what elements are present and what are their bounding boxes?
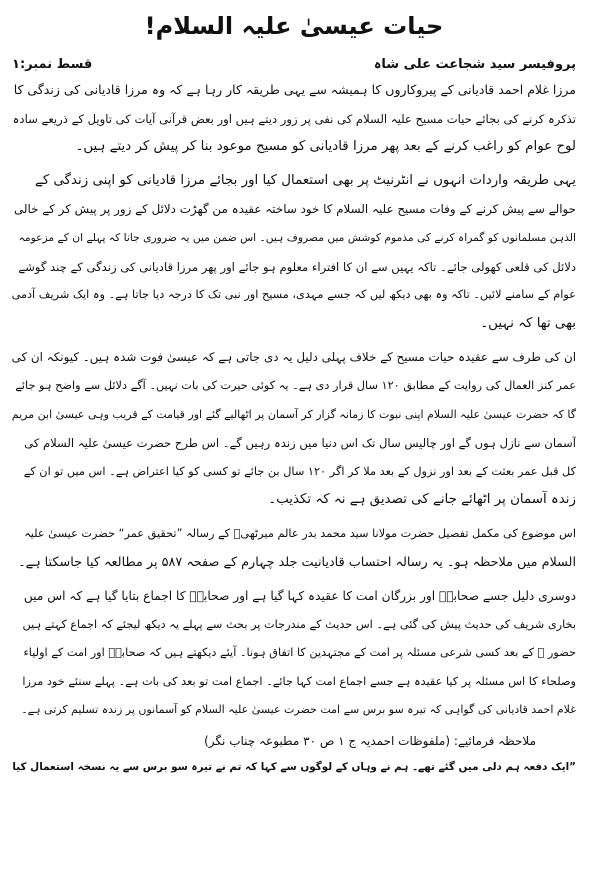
author-name: پروفیسر سید شجاعت علی شاہ [373,56,576,72]
text-line: تذکرہ کرنے کی بجائے حیات مسیح علیہ السلام کی نفی پر زور دیتے ہیں اور بعض قرآنی آیات کی تاویل کے ذریعے سادہ [12,111,576,126]
text-line: عمر کنز العمال کی روایت کے مطابق ۱۲۰ سال قرار دی ہے۔ یہ کوئی حیرت کی بات نہیں۔ آگے دلائل سے واضح ہو جائے [15,378,576,392]
text-line: اس موضوع کی مکمل تفصیل حضرت مولانا سید محمد بدر عالم میرٹھیؒ کے رسالہ ”تحقیق عمر“ حضرت عیسیٰ علیہ [24,526,576,540]
paragraph-2 [12,167,576,339]
text-line: حوالے سے پیش کرنے کے وفات مسیح علیہ السلام کا خود ساختہ عقیدہ من گھڑت دلائل کے زور پر پیش کر کے خالی [13,202,576,217]
text-line: وصلحاء کا اس مسئلہ پر کیا عقیدہ ہے جسے اجماع امت کہا جائے۔ اجماع امت تو بعد کی بات ہے۔ پہلے سنئے خود مرزا [22,674,576,688]
text-line: الذہن مسلمانوں کو گمراہ کرنے کی مذموم کوشش میں مصروف ہیں۔ اس ضمن میں یہ ضروری جانا کہ پہلے ان کے مزعومہ [18,230,576,244]
article-meta [12,52,576,76]
quote-line: ”ایک دفعہ ہم دلی میں گئے تھے۔ ہم نے وہاں کے لوگوں سے کہا کہ تم نے تیرہ سو برس سے یہ نسخہ استعمال کیا [12,761,576,774]
text-line: دلائل کی قلعی کھولی جائے۔ تاکہ یہیں سے ان کا افتراء معلوم ہو جائے اور پھر مرزا قادیانی کی زندگی کے چند گوشے [18,259,576,274]
text-line: گا کہ حضرت عیسیٰ علیہ السلام اپنی نبوت کا زمانہ گزار کر آسمان پر اٹھالیے گئے اور قیامت کے قریب وہی عیسیٰ ابن مریم [12,407,576,421]
text-line: کل قبل عمر بعثت کے بعد اور نزول کے بعد ملا کر اگر ۱۲۰ سال بن جائے تو کسی کو کیا اعتراض ہے۔ اس میں تو ان کے [23,464,576,478]
text-line: دوسری دلیل جسے صحابہؓ اور بزرگان امت کا عقیدہ کہا گیا ہے اور صحابہؓ کا اجماع بتایا گیا ہے کہ اس میں [23,589,576,604]
article-title: حیات عیسیٰ علیہ السلام! [144,12,444,40]
text-line: ان کی طرف سے عقیدہ حیات مسیح کے خلاف پہلی دلیل یہ دی جاتی ہے کہ عیسیٰ فوت شدہ ہیں۔ کیونکہ ان کی [12,350,576,365]
paragraph-3 [12,343,576,515]
text-line: بخاری شریف کی حدیث پیش کی گئی ہے۔ اس حدیث کے مندرجات پر بحث سے پہلے یہ دیکھ لیجئے کہ اجماع کہتے ہیں [22,617,576,631]
text-line: یہی طریقہ واردات انہوں نے انٹرنیٹ پر بھی استعمال کیا اور بجائے مرزا قادیانی کو اپنی زندگی کے [35,172,576,188]
text-line: عوام کے سامنے لائیں۔ تاکہ وہ بھی دیکھ لیں کہ جسے مہدی، مسیح اور نبی تک کا درجہ دیا جاتا ہے۔ وہ ایک شریف آدمی [12,288,576,302]
quote-block [12,753,576,782]
paragraph-5 [12,582,576,725]
text-line: زندہ آسمان پر اٹھائے جانے کی تصدیق ہے نہ کہ تکذیب۔ [268,492,576,508]
text-line: حضور ﷺ کے بعد کسی شرعی مسئلہ پر امت کے مجتہدین کا اتفاق ہونا۔ آیئے دیکھتے ہیں کہ صحابہؓ اور امت کے اولیاء [23,646,576,660]
text-line: مرزا غلام احمد قادیانی کے پیروکاروں کا ہمیشہ سے یہی طریقہ کار رہا ہے کہ وہ مرزا قادیانی کی زندگی کا [13,82,576,97]
text-line: بھی تھا کہ نہیں۔ [480,315,576,331]
installment-number: قسط نمبر:۱ [12,56,93,72]
text-line: لوح عوام کو راغب کرنے کے بعد پھر مرزا قادیانی کو مسیح موعود بنا کر پیش کر دیتے ہیں۔ [75,139,576,155]
text-line: غلام احمد قادیانی کی گواہی کہ تیرہ سو برس سے امت حضرت عیسیٰ علیہ السلام کو آسمانوں پر زندہ تسلیم کرتی ہے۔ [21,703,576,717]
text-line: السلام میں ملاحظہ ہو۔ یہ رسالہ احتساب قادیانیت جلد چہارم کے صفحہ ۵۸۷ پر مطالعہ کیا جاسکتا ہے۔ [18,554,576,570]
paragraph-1 [12,76,576,162]
paragraph-4 [12,520,576,577]
reference-citation: ملاحظہ فرمائیے: (ملفوظات احمدیہ ج ۱ ص ۳۰ مطبوعہ چناب نگر) [204,734,536,749]
text-line: آسمان سے نازل ہوں گے اور چالیس سال تک اس دنیا میں زندہ رہیں گے۔ اس طرح حضرت عیسیٰ علیہ السلام کی [24,436,576,451]
